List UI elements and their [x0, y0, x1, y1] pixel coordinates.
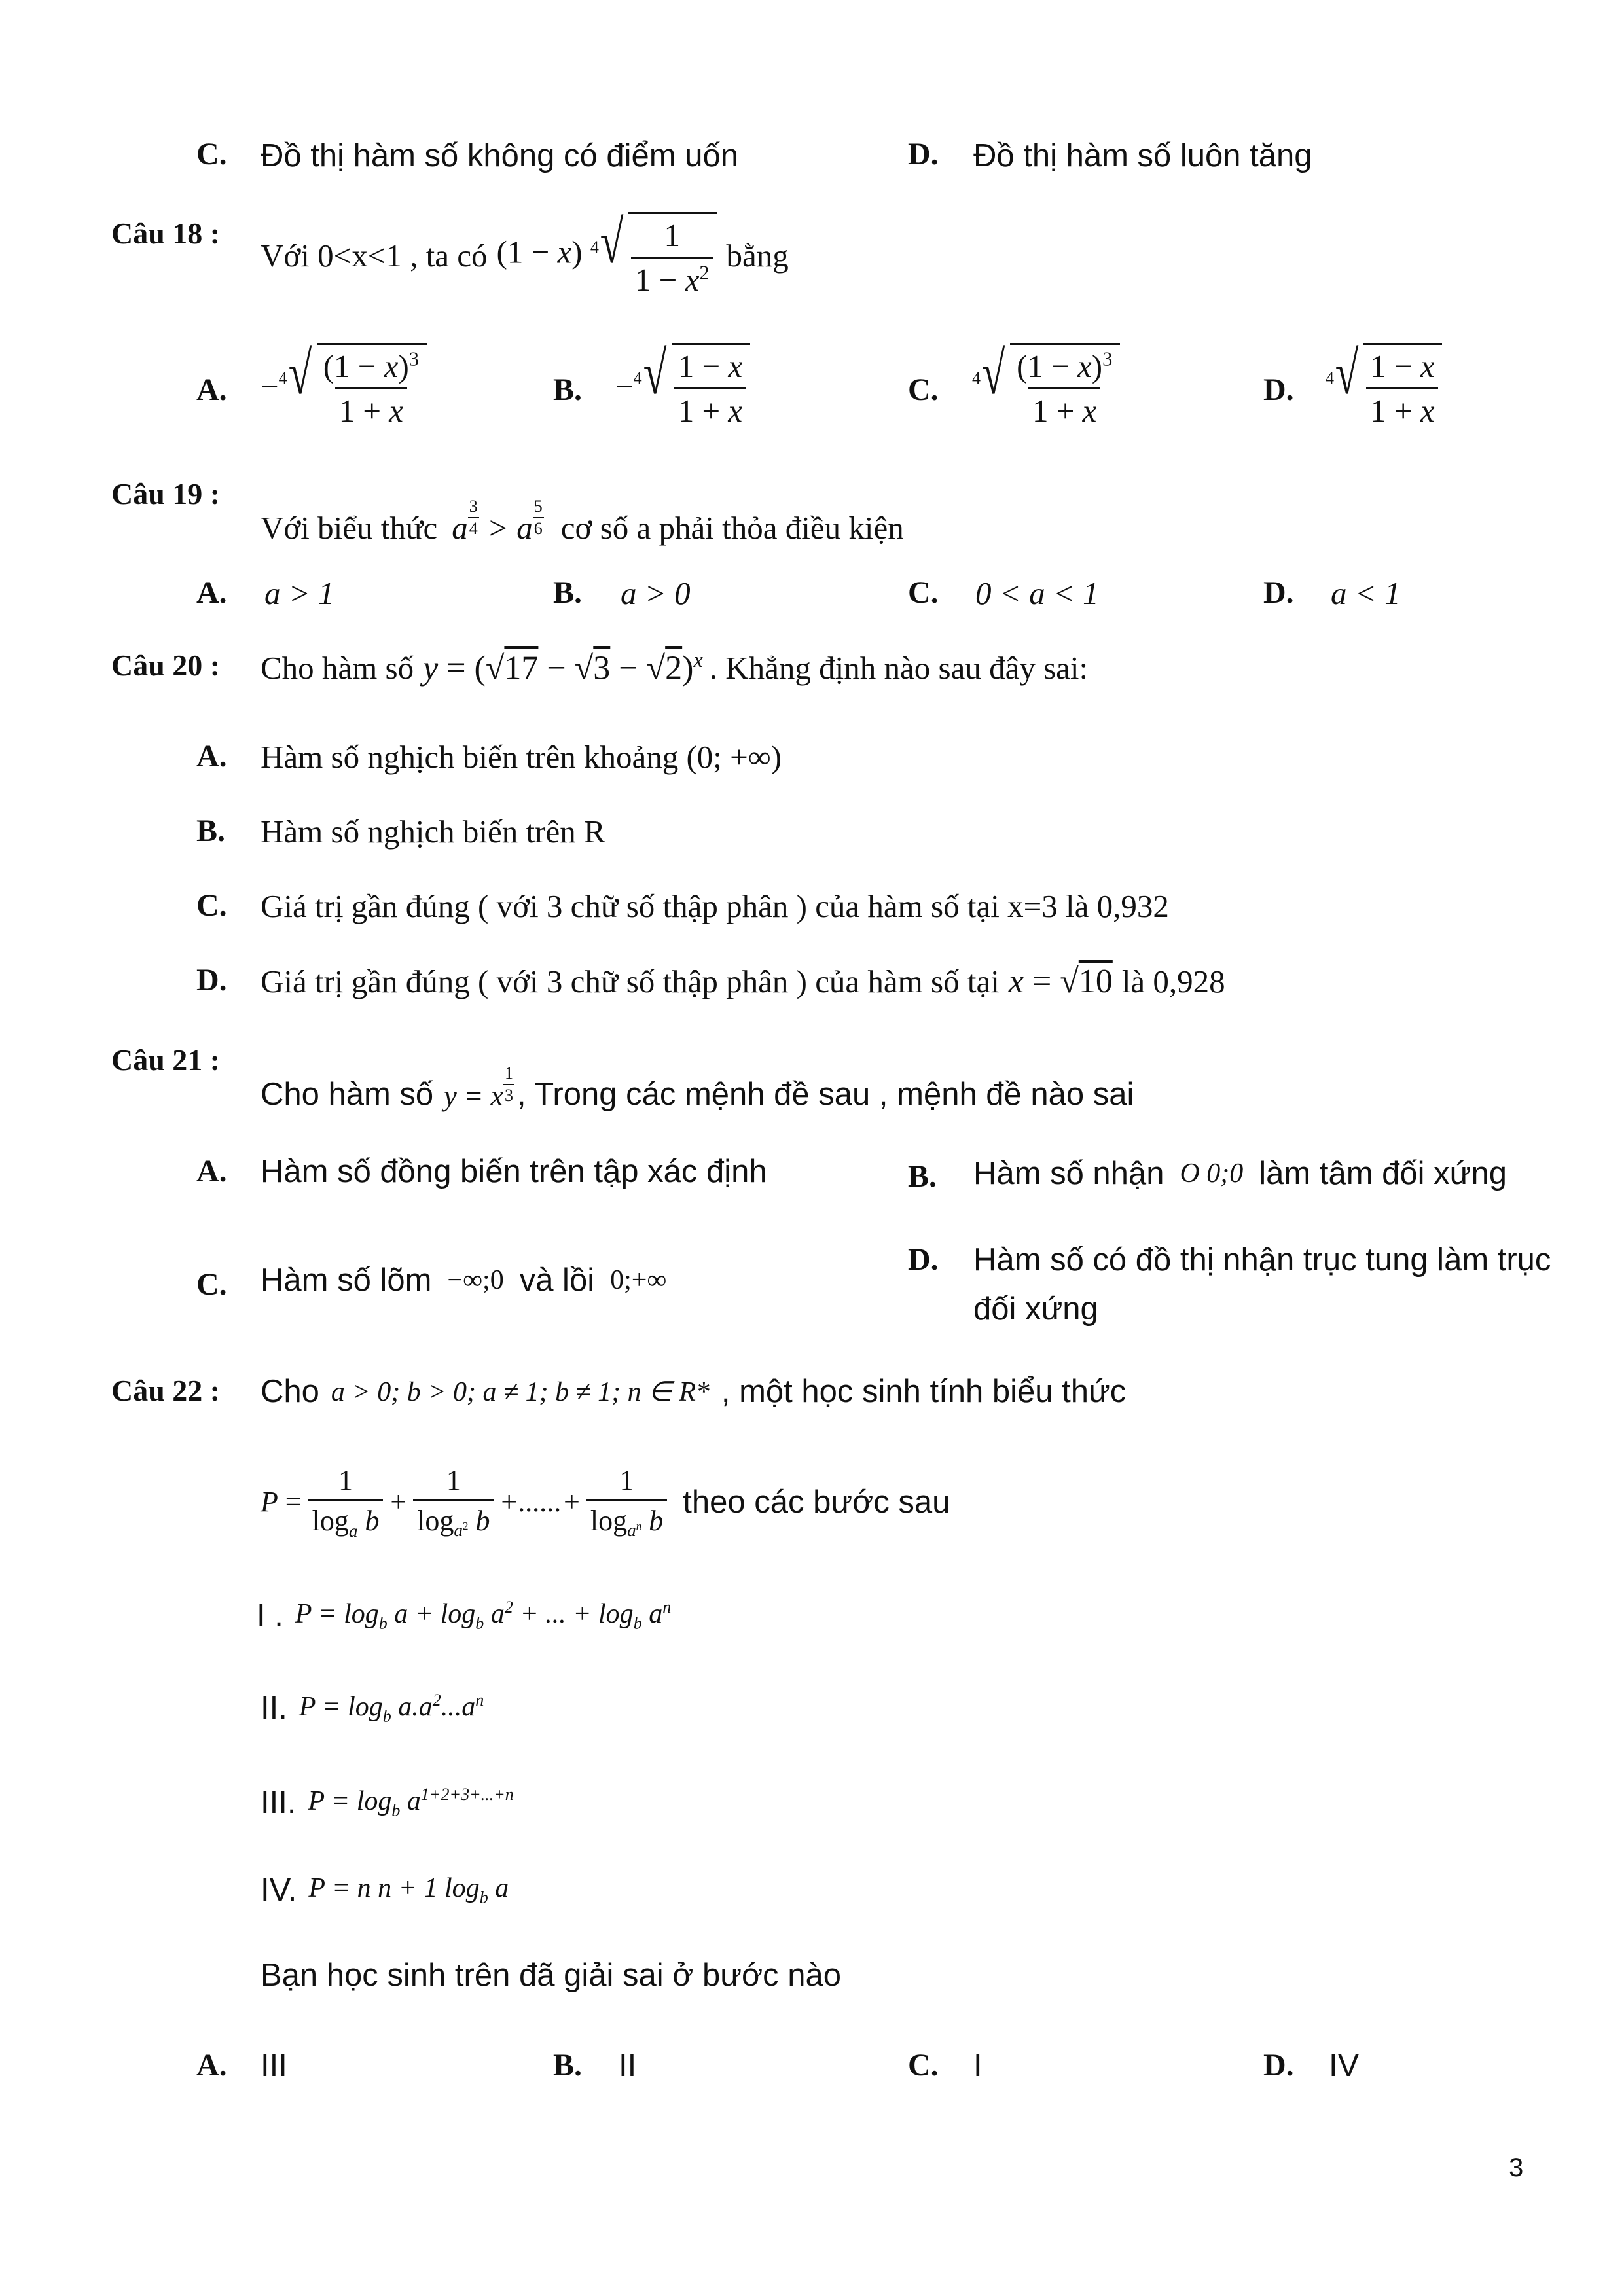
q21-option-b-text — [973, 1155, 1507, 1192]
q21-option-a-label: A. — [196, 1154, 227, 1189]
q20-option-d-label: D. — [196, 963, 227, 997]
q19-stem — [261, 475, 904, 547]
q22-option-a-label: A. — [196, 2048, 227, 2083]
q22-step-4 — [261, 1872, 509, 1909]
q18-option-c-expression: 4 √ $\frac{(1 - x)^3}{1 + x}$ — [972, 340, 1120, 432]
q21-title: Câu 21 : — [111, 1043, 221, 1077]
q21-option-d-line2: đối xứng — [973, 1291, 1098, 1327]
q20-stem-expression: $y = (√17 - √3 - √2)^x$ — [423, 647, 703, 687]
q22-option-d-text: IV — [1329, 2048, 1360, 2083]
q20-option-d-math: x = √10 — [1008, 963, 1113, 1000]
q21-option-c-text — [261, 1262, 666, 1299]
q22-step-3 — [261, 1784, 514, 1821]
q21-option-a-text: Hàm số đồng biến trên tập xác định — [261, 1154, 767, 1189]
q20-option-b-text: Hàm số nghịch biến trên R — [261, 814, 605, 850]
q19-title: Câu 19 : — [111, 477, 221, 511]
q18-option-c-label: C. — [908, 372, 939, 407]
q22-formula-post: theo các bước sau — [683, 1484, 950, 1520]
q20-option-a-label: A. — [196, 739, 227, 774]
q22-step-2-label: II. — [261, 1691, 287, 1726]
q22-option-c-label: C. — [908, 2048, 939, 2083]
q22-option-b-label: B. — [553, 2048, 583, 2083]
q21-stem — [261, 1041, 1134, 1113]
q21-stem-post: , Trong các mệnh đề sau , mệnh đề nào sai — [516, 1077, 1134, 1112]
q21-option-b-text-pre: Hàm số nhận — [973, 1156, 1164, 1191]
q20-stem — [261, 638, 1088, 697]
q18-stem-pre: Với 0<x<1 , ta có — [261, 237, 488, 274]
q19-option-a-label: A. — [196, 575, 227, 610]
q22-option-a-text: III — [261, 2048, 287, 2083]
q21-option-b-text-post: làm tâm đối xứng — [1259, 1156, 1507, 1191]
q20-option-d-text-pre: Giá trị gần đúng ( với 3 chữ số thập phân ) của hàm số tại — [261, 963, 1000, 999]
q22-stem — [261, 1373, 1126, 1410]
q17-option-d-label: D. — [908, 137, 939, 171]
q22-stem-math: a > 0; b > 0; a ≠ 1; b ≠ 1; n ∈ R* — [331, 1377, 710, 1407]
q22-step-1-math: $P = \log_b a + \log_b a^2$ + ... + $\log_b a^n$ — [295, 1597, 672, 1633]
q18-title: Câu 18 : — [111, 217, 221, 250]
q18-option-d-label: D. — [1263, 372, 1294, 407]
q22-option-d-label: D. — [1263, 2048, 1294, 2083]
page-number: 3 — [1509, 2153, 1524, 2182]
q18-stem — [261, 209, 789, 298]
q22-formula-row — [261, 1453, 950, 1551]
q18-stem-expression: (1 − x) 4 √ $\frac{1}{1 - x^2}$ — [497, 212, 717, 298]
q21-option-d-label: D. — [908, 1242, 939, 1277]
q18-option-a-expression: − 4 √ $\frac{(1 - x)^3}{1 + x}$ — [261, 340, 427, 432]
q19-stem-pre: Với biểu thức — [261, 510, 438, 546]
q22-question: Bạn học sinh trên đã giải sai ở bước nào — [261, 1958, 842, 1993]
q20-stem-post: . Khẳng định nào sau đây sai: — [709, 649, 1089, 686]
q21-option-d-line1: Hàm số có đồ thị nhận trục tung làm trục — [973, 1242, 1551, 1278]
q19-stem-expression: a $^{\frac{3}{4}}$ > a $^{\frac{5}{6}}$ — [452, 497, 543, 546]
q19-option-c-label: C. — [908, 575, 939, 610]
q20-option-c-text: Giá trị gần đúng ( với 3 chữ số thập phân ) của hàm số tại x=3 là 0,932 — [261, 888, 1169, 924]
q22-stem-post: , một học sinh tính biểu thức — [721, 1374, 1127, 1409]
q21-option-c-math2: 0;+∞ — [610, 1265, 667, 1295]
q19-option-d-label: D. — [1263, 575, 1294, 610]
q20-option-c-label: C. — [196, 888, 227, 923]
q18-stem-post: bằng — [726, 237, 789, 274]
q18-option-a-label: A. — [196, 372, 227, 407]
q20-stem-pre: Cho hàm số — [261, 649, 414, 686]
q18-option-b-label: B. — [553, 372, 583, 407]
q19-stem-post: cơ số a phải thỏa điều kiện — [560, 510, 904, 546]
q22-step-3-math: $P = \log_b a^{1+2+3+...+n}$ — [308, 1784, 514, 1820]
q20-option-d-text-post: là 0,928 — [1121, 963, 1225, 999]
q21-option-b-math: O 0;0 — [1180, 1158, 1244, 1189]
q17-option-c-text: Đồ thị hàm số không có điểm uốn — [261, 138, 738, 173]
q18-option-b-expression: − 4 √ $\frac{1 - x}{1 + x}$ — [615, 340, 750, 432]
q21-option-c-math1: −∞;0 — [447, 1265, 504, 1295]
q18-option-d-expression: 4 √ $\frac{1 - x}{1 + x}$ — [1326, 340, 1442, 432]
q17-option-c-label: C. — [196, 137, 227, 171]
q22-option-b-text: II — [619, 2048, 637, 2083]
q20-option-d-text — [261, 962, 1225, 1001]
q20-title: Câu 20 : — [111, 649, 221, 682]
q19-option-b-label: B. — [553, 575, 583, 610]
q22-option-c-text: I — [973, 2048, 983, 2083]
q22-step-2 — [261, 1690, 484, 1727]
q22-step-1 — [257, 1597, 671, 1634]
q21-option-c-label: C. — [196, 1267, 227, 1302]
q22-step-4-label: IV. — [261, 1873, 297, 1908]
q20-option-a-text: Hàm số nghịch biến trên khoảng (0; +∞) — [261, 739, 782, 775]
q21-option-b-label: B. — [908, 1159, 937, 1194]
q19-option-c-text: 0 < a < 1 — [975, 575, 1099, 611]
q21-stem-expression: y = x $^{\frac{1}{3}}$ — [444, 1064, 513, 1112]
q19-option-d-text: a < 1 — [1331, 575, 1401, 611]
q19-option-a-text: a > 1 — [264, 575, 334, 611]
q17-option-d-text: Đồ thị hàm số luôn tăng — [973, 138, 1312, 173]
q22-step-2-math: $P = \log_b a.a^2...a^n$ — [298, 1690, 484, 1726]
q21-option-c-text-mid: và lồi — [519, 1263, 595, 1298]
q22-formula-p: P = $\frac{1}{\log_a b}$ + $\frac{1}{\log_{a^2} b}$ +......+ $\frac{1}{\log_{a^n} b}$ — [261, 1463, 667, 1541]
q22-step-3-label: III. — [261, 1785, 297, 1820]
q19-option-b-text: a > 0 — [621, 575, 691, 611]
q22-title: Câu 22 : — [111, 1374, 221, 1407]
q22-step-4-math: P = n n + 1 $\log_b a$ — [308, 1873, 509, 1907]
q22-step-1-label: I . — [257, 1598, 283, 1633]
q20-option-b-label: B. — [196, 814, 226, 848]
q21-option-c-text-pre: Hàm số lõm — [261, 1263, 432, 1298]
q22-stem-pre: Cho — [261, 1374, 319, 1409]
q21-stem-pre: Cho hàm số — [261, 1077, 434, 1112]
